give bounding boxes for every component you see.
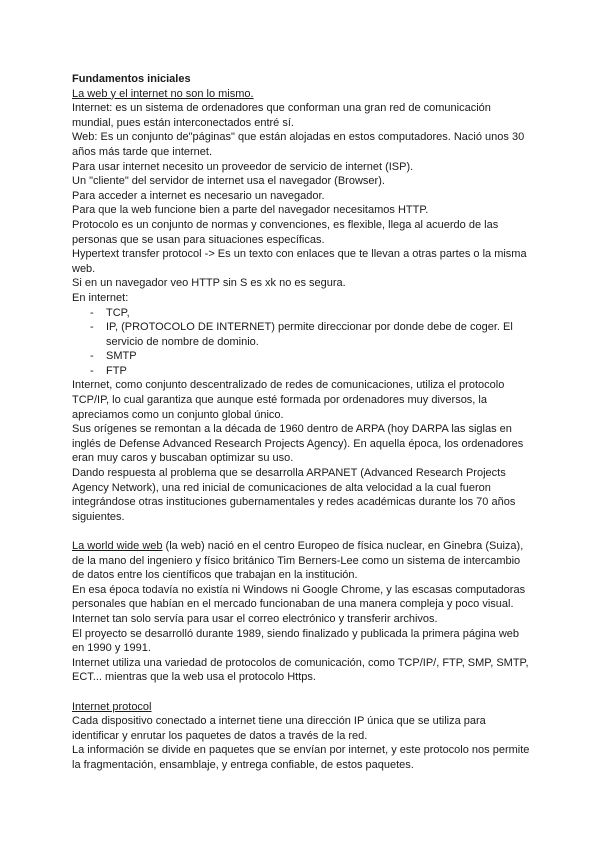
section-heading-internet-protocol: Internet protocol bbox=[72, 700, 152, 713]
paragraph-http: Para que la web funcione bien a parte del navegador necesitamos HTTP. bbox=[72, 204, 429, 217]
paragraph-tcpip: Internet, como conjunto descentralizado de redes de comunicaciones, utiliza el protocolo TCP/IP, lo cual garantiza que aunque esté formada por ordenadores muy diversos, la apreciamos como un conjunto global único. bbox=[72, 379, 505, 421]
document-title: Fundamentos iniciales bbox=[72, 73, 191, 85]
list-item: - IP, (PROTOCOLO DE INTERNET) permite direccionar por donde debe de coger. El servicio de nombre de dominio. bbox=[72, 320, 532, 349]
spacer bbox=[72, 524, 532, 539]
list-item: - FTP bbox=[72, 364, 532, 379]
paragraph-en-internet: En internet: bbox=[72, 291, 129, 304]
paragraph-https: Si en un navegador veo HTTP sin S es xk no es segura. bbox=[72, 277, 346, 290]
paragraph-packets: La información se divide en paquetes que se envían por internet, y este protocolo nos permite la fragmentación, ensamblaje, y entrega confiable, de estos paquetes. bbox=[72, 744, 530, 771]
list-item: - SMTP bbox=[72, 349, 532, 364]
paragraph-hypertext: Hypertext transfer protocol -> Es un texto con enlaces que te llevan a otras partes o la misma web. bbox=[72, 248, 527, 275]
paragraph-isp: Para usar internet necesito un proveedor de servicio de internet (ISP). bbox=[72, 160, 414, 173]
paragraph-arpanet: Dando respuesta al problema que se desarrolla ARPANET (Advanced Research Projects Agency Network), una red inicial de comunicaciones de alta velocidad a la cual fueron integrándose otras instituciones gubernamentales y redes académicas durante los 70 años siguientes. bbox=[72, 467, 516, 523]
www-text: (la web) nació en el centro Europeo de física nuclear, en Ginebra (Suiza), de la mano del ingeniero y físico británico Tim Berners-Lee como un sistema de intercambio de datos entre los científicos que trabajan en la institución. bbox=[72, 540, 524, 582]
paragraph-protocols: Internet utiliza una variedad de protocolos de comunicación, como TCP/IP/, FTP, SMP, SMTP, ECT... mientras que la web usa el protocolo Https. bbox=[72, 656, 529, 684]
paragraph-client: Un "cliente" del servidor de internet usa el navegador (Browser). bbox=[72, 175, 385, 188]
paragraph-browser: Para acceder a internet es necesario un navegador. bbox=[72, 189, 325, 202]
paragraph-internet-definition: Internet: es un sistema de ordenadores que conforman una gran red de comunicación mundial, pues están interconectados entré sí. bbox=[72, 102, 491, 129]
paragraph-www bbox=[72, 539, 532, 583]
paragraph-ip-address: Cada dispositivo conectado a internet tiene una dirección IP única que se utiliza para identificar y enrutar los paquetes de datos a través de la red. bbox=[72, 715, 486, 742]
www-term: La world wide web bbox=[72, 540, 163, 552]
protocol-list bbox=[72, 306, 532, 379]
document-page bbox=[72, 72, 532, 773]
list-item: - TCP, bbox=[72, 306, 532, 321]
paragraph-protocol: Protocolo es un conjunto de normas y convenciones, es flexible, llega al acuerdo de las personas que se usan para situaciones específicas. bbox=[72, 218, 499, 246]
paragraph-origins: Sus orígenes se remontan a la década de 1960 dentro de ARPA (hoy DARPA las siglas en inglés de Defense Advanced Research Projects Agency). En aquella época, los ordenadores eran muy caros y buscaban optimizar su uso. bbox=[72, 423, 524, 465]
spacer bbox=[72, 685, 532, 700]
section-heading-web-vs-internet: La web y el internet no son lo mismo. bbox=[72, 87, 254, 100]
paragraph-web-definition: Web: Es un conjunto de"páginas" que están alojadas en estos computadores. Nació unos 30 años más tarde que internet. bbox=[72, 131, 525, 158]
paragraph-project: El proyecto se desarrolló durante 1989, siendo finalizado y publicada la primera página web en 1990 y 1991. bbox=[72, 627, 519, 655]
paragraph-era: En esa época todavía no existía ni Windows ni Google Chrome, y las escasas computadoras personales que habían en el mercado funcionaban de una manera compleja y poco visual. Internet tan solo servía para usar el correo electrónico y transferir archivos. bbox=[72, 583, 526, 625]
